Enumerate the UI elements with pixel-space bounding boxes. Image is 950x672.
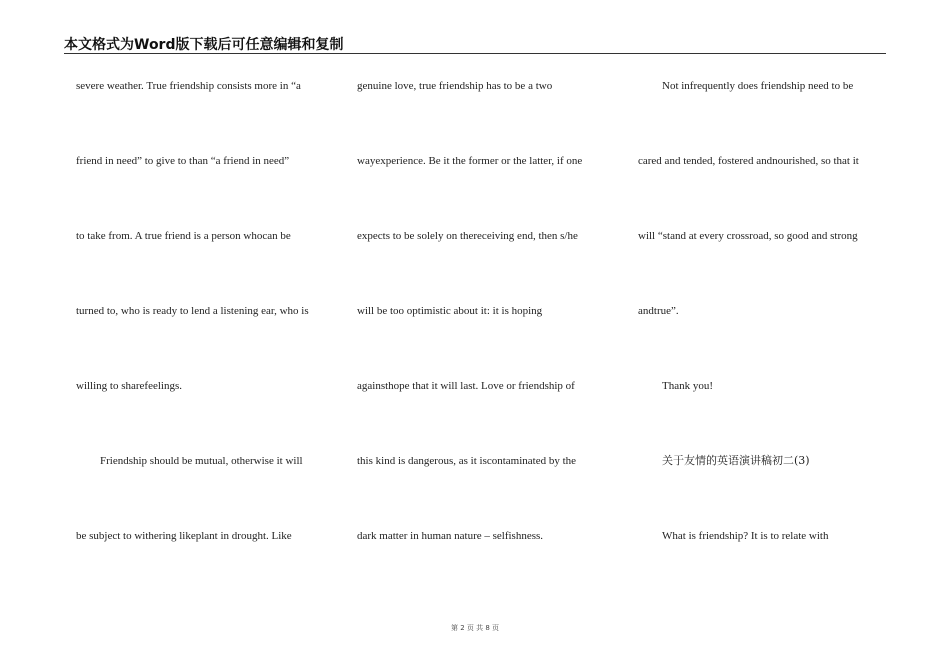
column-1-line-2: friend in need” to give to than “a friend in need” (76, 155, 290, 167)
header-divider (64, 53, 886, 54)
column-3-line-1: Not infrequently does friendship need to be (662, 80, 854, 92)
column-1-line-3: to take from. A true friend is a person whocan be (76, 230, 291, 242)
column-3-line-3: will “stand at every crossroad, so good and strong (638, 230, 858, 242)
column-2-line-1: genuine love, true friendship has to be a two (357, 80, 553, 92)
column-2-line-3: expects to be solely on thereceiving end, then s/he (357, 230, 578, 242)
column-2-line-5: againsthope that it will last. Love or friendship of (357, 380, 575, 392)
column-3-line-5: Thank you! (662, 380, 714, 392)
document-header-title: 本文格式为Word版下载后可任意编辑和复制 (64, 37, 344, 53)
column-3-line-4: andtrue”. (638, 305, 679, 317)
page-number-footer: 第 2 页 共 8 页 (450, 624, 500, 632)
column-2-line-4: will be too optimistic about it: it is hoping (357, 305, 543, 317)
column-3-line-7: What is friendship? It is to relate with (662, 530, 829, 542)
column-1-line-6: Friendship should be mutual, otherwise it will (100, 455, 303, 467)
column-1-line-5: willing to sharefeelings. (76, 380, 183, 392)
column-1-line-7: be subject to withering likeplant in drought. Like (76, 530, 292, 542)
column-2-line-7: dark matter in human nature – selfishness. (357, 530, 544, 542)
column-3-line-2: cared and tended, fostered andnourished, so that it (638, 155, 859, 167)
column-3-line-6: 关于友情的英语演讲稿初二(3) (662, 454, 810, 467)
column-1-line-4: turned to, who is ready to lend a listening ear, who is (76, 305, 309, 317)
column-2-line-6: this kind is dangerous, as it iscontaminated by the (357, 455, 577, 467)
column-2-line-2: wayexperience. Be it the former or the latter, if one (357, 155, 583, 167)
column-1-line-1: severe weather. True friendship consists more in “a (76, 80, 301, 92)
